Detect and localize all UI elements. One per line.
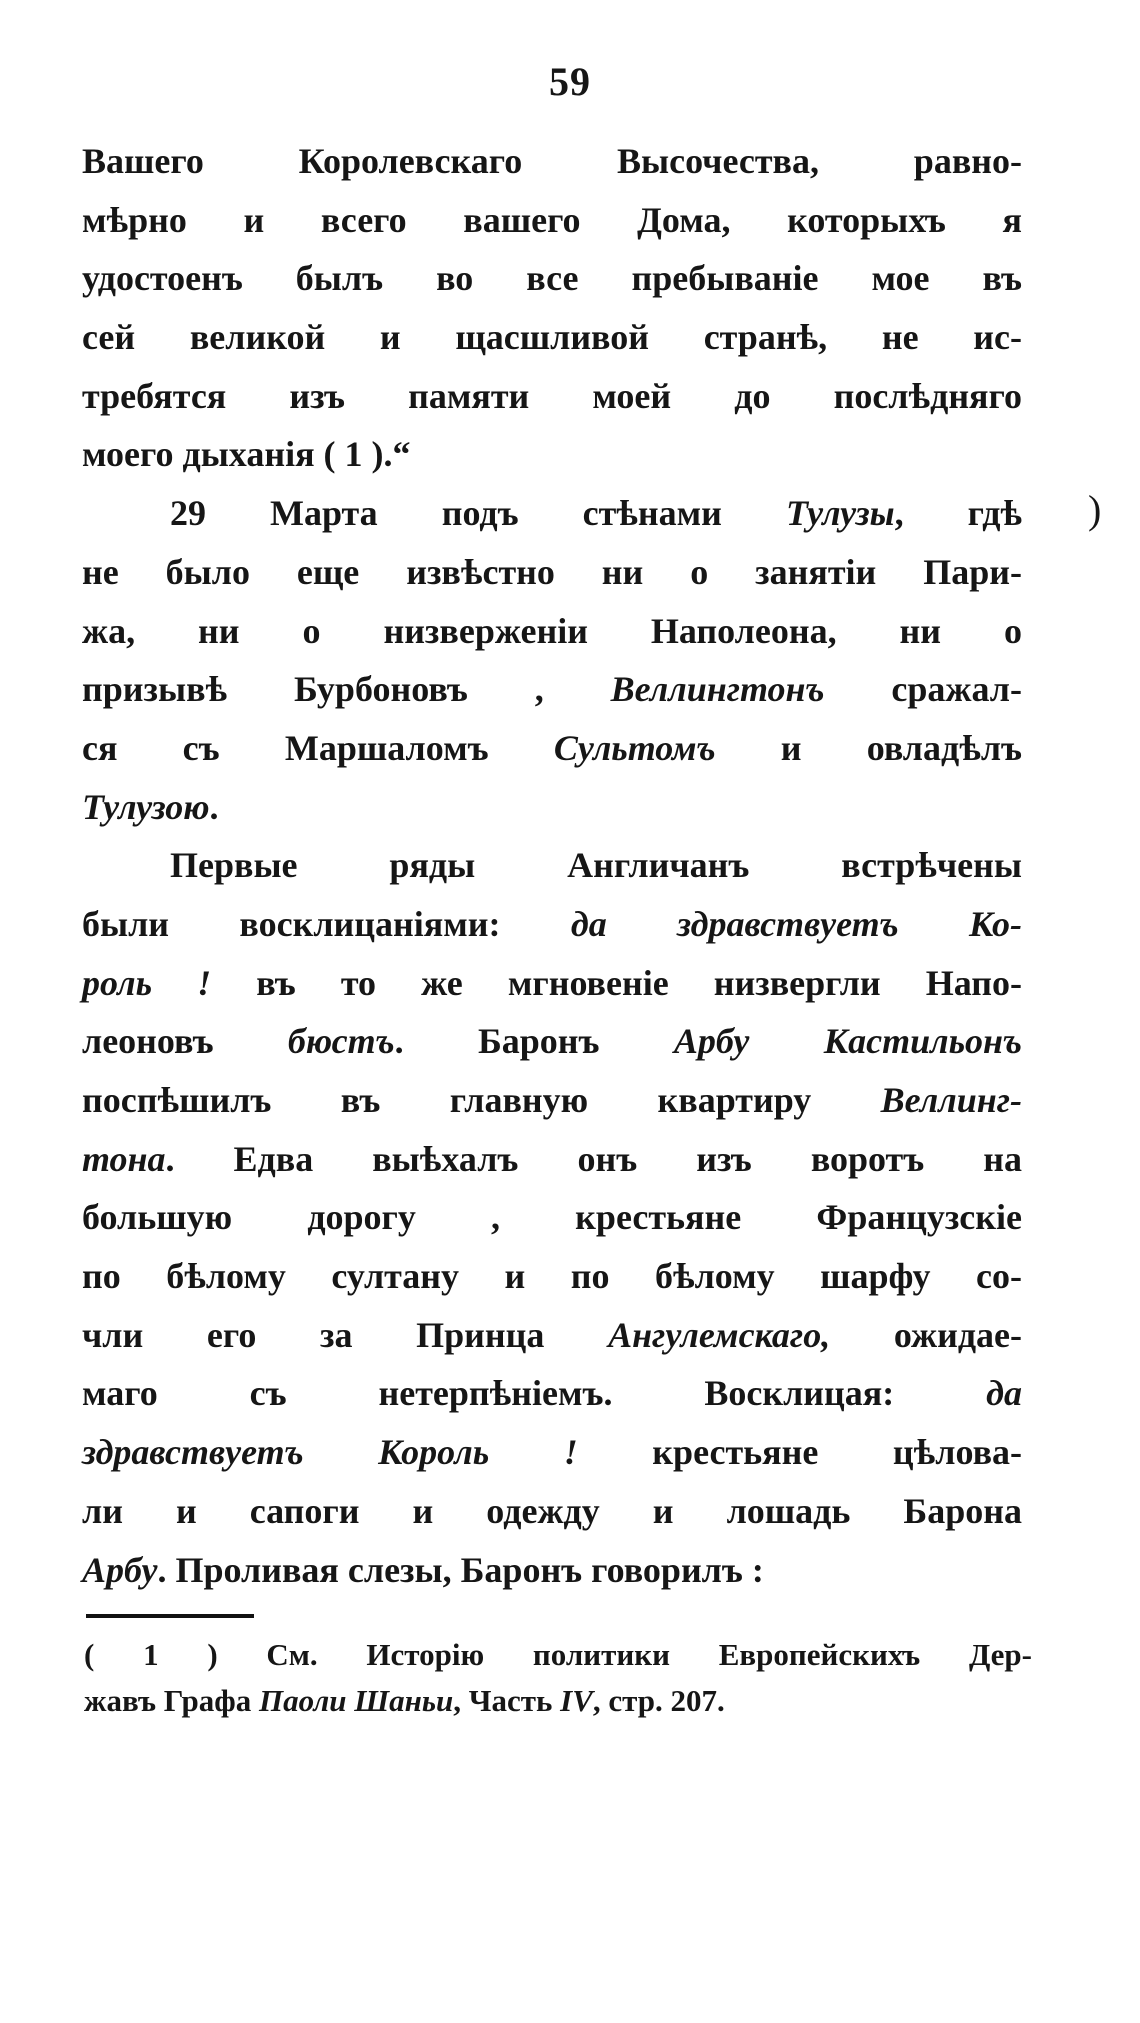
text-segment: Первые ряды Англичанъ встрѣчены	[170, 845, 1022, 886]
text-segment: 29 Марта подъ стѣнами	[170, 493, 786, 534]
text-line-11	[82, 719, 1022, 778]
text-line-18	[82, 1130, 1022, 1189]
italic-segment: Сультомъ	[553, 727, 716, 768]
text-line-13	[82, 836, 1022, 895]
italic-segment: да	[986, 1373, 1022, 1414]
italic-segment: Паоли Шаньи	[258, 1683, 454, 1718]
text-line-10	[82, 660, 1022, 719]
text-line-3	[82, 249, 1022, 308]
text-segment: маго съ нетерпѣніемъ. Восклицая:	[82, 1373, 987, 1414]
text-line-7	[82, 484, 1022, 543]
text-line-4	[82, 308, 1022, 367]
text-line-19	[82, 1188, 1022, 1247]
italic-segment: IV	[560, 1683, 593, 1718]
text-segment: мѣрно и всего вашего Дома, которыхъ я	[82, 199, 1022, 240]
text-segment: большую дорогу , крестьяне Французскіе	[82, 1197, 1022, 1238]
text-line-8	[82, 543, 1022, 602]
text-segment: ся съ Маршаломъ	[82, 727, 554, 768]
text-line-20	[82, 1247, 1022, 1306]
text-line-24	[82, 1482, 1022, 1541]
text-segment: моего дыханія ( 1 ).“	[82, 434, 411, 475]
italic-segment: бюстъ	[287, 1021, 395, 1062]
text-segment: . Баронъ	[394, 1021, 674, 1062]
text-segment: призывѣ Бурбоновъ ,	[82, 669, 611, 710]
text-segment: были восклицаніями:	[82, 903, 571, 944]
text-line-9	[82, 602, 1022, 661]
text-segment: , гдѣ	[894, 493, 1023, 534]
text-line-17	[82, 1071, 1022, 1130]
text-line-12	[82, 778, 1022, 837]
text-line-6	[82, 425, 1022, 484]
italic-segment: Ангулемскаго,	[608, 1314, 831, 1355]
text-segment: удостоенъ былъ во все пребываніе мое въ	[82, 258, 1022, 299]
text-segment: требятся изъ памяти моей до послѣдняго	[82, 375, 1022, 416]
text-segment: поспѣшилъ въ главную квартиру	[82, 1080, 881, 1120]
text-segment: въ то же мгновеніе низвергли Напо-	[211, 962, 1022, 1003]
main-text	[82, 132, 1022, 1599]
margin-mark: )	[1088, 487, 1102, 532]
text-segment: Вашего Королевскаго Высочества, равно-	[82, 141, 1022, 181]
italic-segment: да здравствуетъ Ко-	[570, 903, 1022, 944]
page-number: 59	[549, 59, 591, 104]
text-segment: . Проливая слезы, Баронъ говорилъ :	[157, 1549, 764, 1590]
text-line-21	[82, 1306, 1022, 1365]
text-line-22	[82, 1364, 1022, 1423]
text-segment: жавъ Графа	[84, 1683, 259, 1718]
text-segment: и овладѣлъ	[715, 727, 1023, 768]
text-segment: по бѣлому султану и по бѣлому шарфу со-	[82, 1256, 1022, 1297]
text-segment: ( 1 ) См. Исторію политики Европейскихъ Дер-	[84, 1637, 1032, 1672]
text-line-2	[82, 191, 1022, 250]
italic-segment: здравствуетъ Король !	[82, 1432, 578, 1473]
text-segment: сей великой и щасшливой странѣ, не ис-	[82, 317, 1022, 358]
text-segment: крестьяне цѣлова-	[577, 1432, 1023, 1473]
footnote-rule	[86, 1614, 254, 1618]
text-segment: чли его за Принца	[82, 1314, 609, 1355]
footnote-line-2	[84, 1678, 1032, 1724]
text-segment: . Едва выѣхалъ онъ изъ воротъ на	[165, 1138, 1022, 1179]
text-line-25	[82, 1541, 1022, 1600]
text-segment: ожидае-	[830, 1314, 1022, 1355]
text-line-23	[82, 1423, 1022, 1482]
italic-segment: Арбу Кастильонъ	[673, 1021, 1022, 1062]
text-segment: леоновъ	[82, 1021, 288, 1062]
text-line-1	[82, 132, 1022, 191]
text-line-14	[82, 895, 1022, 954]
italic-segment: Веллингтонъ	[610, 669, 825, 710]
italic-segment: Тулузою	[82, 786, 210, 827]
text-line-5	[82, 367, 1022, 426]
footnote	[84, 1632, 1032, 1724]
text-segment: , стр. 207.	[592, 1683, 725, 1718]
italic-segment: Веллинг-	[880, 1080, 1022, 1120]
text-line-15	[82, 954, 1022, 1013]
text-segment: не было еще извѣстно ни о занятіи Пари-	[82, 551, 1022, 592]
italic-segment: Арбу	[82, 1549, 158, 1590]
text-segment: сражал-	[824, 669, 1022, 710]
italic-segment: тона	[82, 1138, 166, 1179]
text-segment: жа, ни о низверженіи Наполеона, ни о	[82, 610, 1022, 651]
italic-segment: Тулузы	[785, 493, 895, 534]
text-line-16	[82, 1012, 1022, 1071]
text-segment: ли и сапоги и одежду и лошадь Барона	[82, 1490, 1022, 1531]
text-segment: .	[209, 786, 219, 827]
italic-segment: роль !	[82, 962, 212, 1003]
footnote-line-1	[84, 1632, 1032, 1678]
text-segment: , Часть	[453, 1683, 561, 1718]
